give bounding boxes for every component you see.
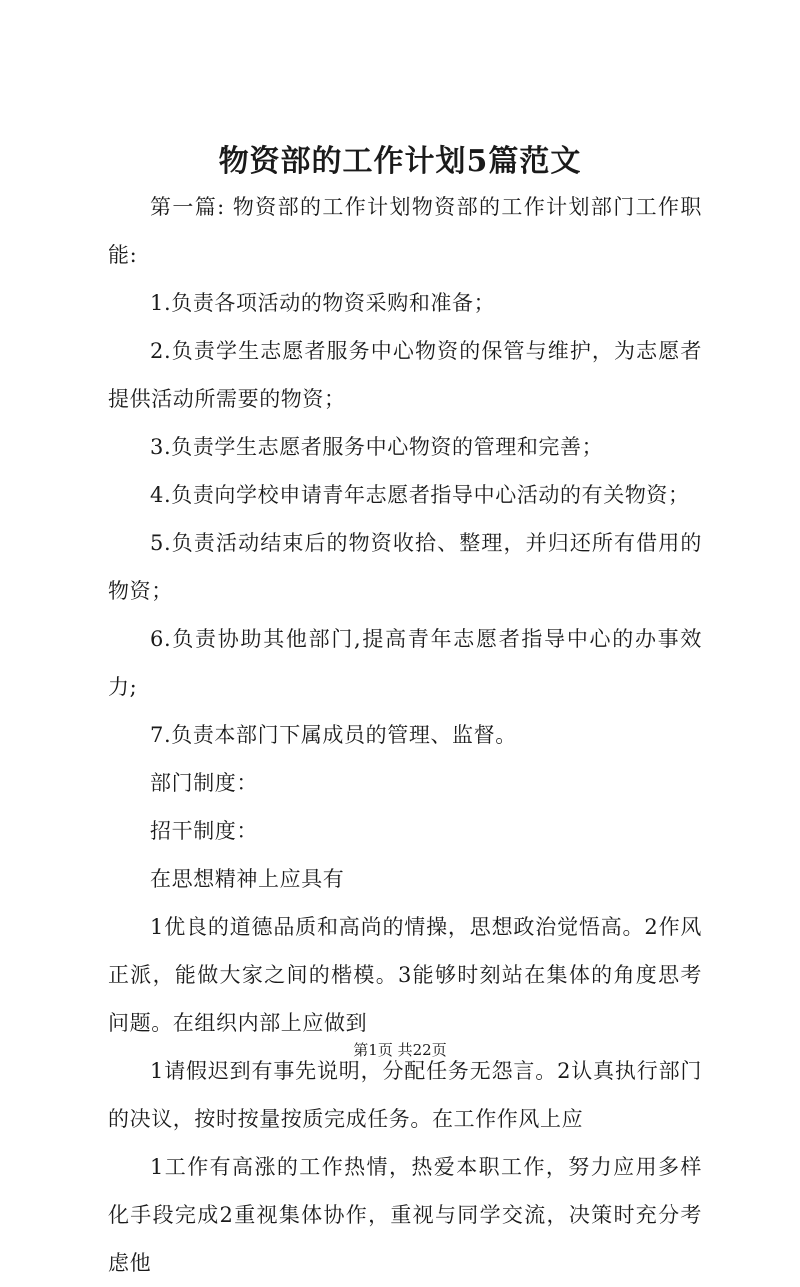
paragraph: 1.负责各项活动的物资采购和准备； bbox=[150, 291, 496, 315]
paragraph: 部门制度： bbox=[150, 771, 258, 795]
paragraph: 1工作有高涨的工作热情，热爱本职工作，努力应用多样化手段完成2重视集体协作，重视与同学交流，决策时充分考虑他 bbox=[108, 1155, 702, 1275]
paragraph: 2.负责学生志愿者服务中心物资的保管与维护，为志愿者提供活动所需要的物资； bbox=[108, 339, 702, 411]
document-title: 物资部的工作计划5篇范文 bbox=[218, 144, 582, 179]
paragraph: 3.负责学生志愿者服务中心物资的管理和完善； bbox=[150, 435, 604, 459]
paragraph: 1请假迟到有事先说明，分配任务无怨言。2认真执行部门的决议，按时按量按质完成任务。在工作作风上应 bbox=[108, 1059, 702, 1131]
paragraph: 1优良的道德品质和高尚的情操，思想政治觉悟高。2作风正派，能做大家之间的楷模。3能够时刻站在集体的角度思考问题。在组织内部上应做到 bbox=[108, 915, 702, 1035]
page-footer: 第1页 共22页 bbox=[353, 1041, 447, 1059]
paragraph: 招干制度： bbox=[150, 819, 258, 843]
document-body bbox=[108, 183, 702, 1287]
paragraph: 7.负责本部门下属成员的管理、监督。 bbox=[150, 723, 517, 747]
paragraph: 4.负责向学校申请青年志愿者指导中心活动的有关物资； bbox=[150, 483, 690, 507]
paragraph: 在思想精神上应具有 bbox=[150, 867, 345, 891]
paragraph: 6.负责协助其他部门,提高青年志愿者指导中心的办事效力; bbox=[108, 627, 702, 699]
paragraph: 第一篇: 物资部的工作计划物资部的工作计划部门工作职能: bbox=[108, 195, 702, 267]
paragraph: 5.负责活动结束后的物资收拾、整理，并归还所有借用的物资； bbox=[108, 531, 702, 603]
